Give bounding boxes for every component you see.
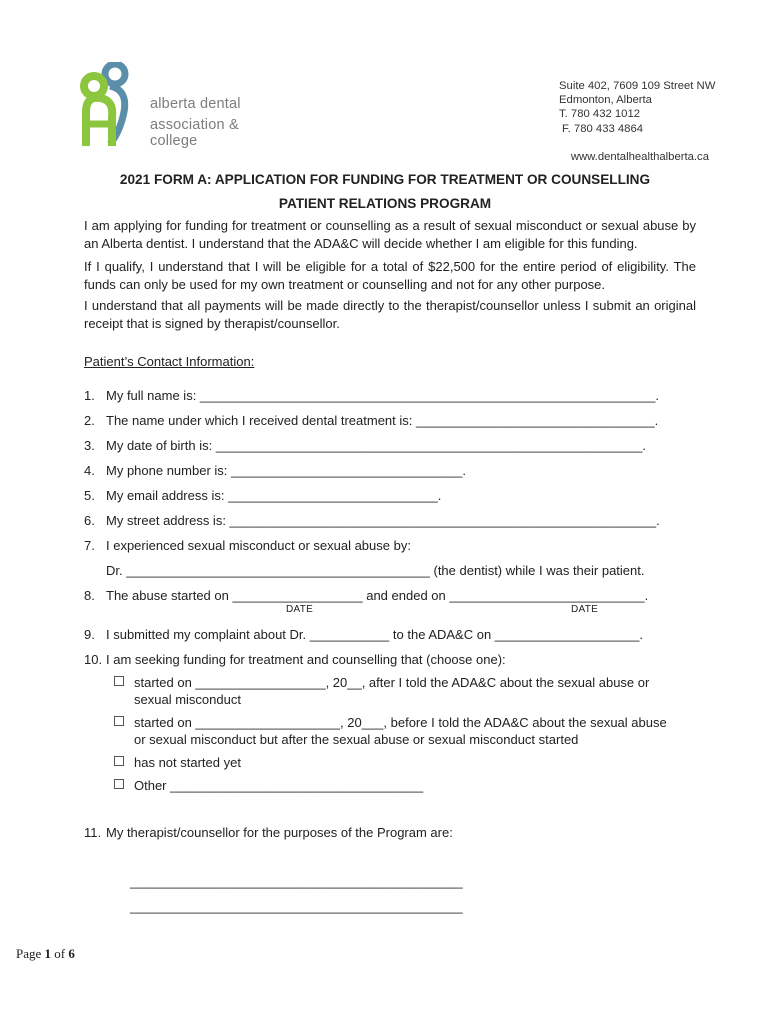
website-link[interactable]: www.dentalhealthalberta.ca (570, 151, 709, 163)
phone-field[interactable]: My phone number is: ________________________________. (106, 463, 466, 478)
item-number: 6. (84, 513, 95, 528)
treatment-name-field[interactable]: The name under which I received dental treatment is: _________________________________. (106, 413, 659, 428)
checkbox-icon[interactable] (114, 716, 124, 726)
item-number: 1. (84, 388, 95, 403)
page-current: 1 (44, 946, 52, 961)
funding-question-label: I am seeking funding for treatment and counselling that (choose one): (106, 652, 506, 667)
item-number: 11. (84, 825, 102, 840)
fax-number: F. 780 433 4864 (562, 122, 644, 135)
option-label: started on __________________, 20__, after I told the ADA&C about the sexual abuse or (134, 675, 650, 690)
logo-mark-icon (80, 62, 150, 148)
checkbox-icon[interactable] (114, 756, 124, 766)
address-line: Edmonton, Alberta (559, 94, 652, 107)
intro-paragraph-1: I am applying for funding for treatment or counselling as a result of sexual misconduct or sexual abuse by an Alberta dentist. I understand that the ADA&C will decide whether I am eligible for this funding. (84, 218, 696, 251)
form-subtitle: PATIENT RELATIONS PROGRAM (278, 196, 492, 211)
page-number (16, 946, 75, 962)
contact-address (559, 79, 715, 136)
section-heading: Patient’s Contact Information: (84, 354, 255, 369)
option-started-before[interactable] (114, 715, 667, 730)
complaint-field[interactable]: I submitted my complaint about Dr. ___________ to the ADA&C on ____________________. (106, 627, 643, 642)
email-field[interactable]: My email address is: _____________________________. (106, 488, 442, 503)
option-label-continued: or sexual misconduct but after the sexual abuse or sexual misconduct started (134, 732, 579, 747)
item-number: 5. (84, 488, 95, 503)
abuse-dates-field[interactable]: The abuse started on __________________ and ended on ___________________________. (106, 588, 649, 603)
option-label: has not started yet (134, 755, 241, 770)
address-line: Suite 402, 7609 109 Street NW (559, 80, 716, 92)
ada-c-logo (80, 62, 290, 148)
item-number: 3. (84, 438, 95, 453)
dentist-name-field[interactable]: Dr. __________________________________________ (the dentist) while I was their patient. (106, 563, 645, 578)
full-name-field[interactable]: My full name is: _______________________________________________________________. (106, 388, 660, 403)
date-of-birth-field[interactable]: My date of birth is: ___________________________________________________________. (106, 438, 647, 453)
option-label-continued: sexual misconduct (134, 692, 241, 707)
page-label: Page (16, 946, 42, 961)
therapist-blank-line[interactable]: ______________________________________________ (130, 874, 463, 889)
form-title: 2021 FORM A: APPLICATION FOR FUNDING FOR TREATMENT OR COUNSELLING (119, 172, 651, 187)
item-number: 10. (84, 652, 103, 667)
item-number: 9. (84, 627, 95, 642)
checkbox-icon[interactable] (114, 676, 124, 686)
item-number: 2. (84, 413, 95, 428)
intro-paragraph-2: If I qualify, I understand that I will be eligible for a total of $22,500 for the entire period of eligibility. The funds can only be used for my own treatment or counselling and not for any other purpose. (84, 259, 696, 292)
item-number: 7. (84, 538, 95, 553)
option-label: started on ____________________, 20___, before I told the ADA&C about the sexual abuse (134, 715, 667, 730)
option-started-after[interactable] (114, 675, 649, 690)
date-caption: DATE (286, 604, 314, 615)
option-not-started[interactable] (114, 755, 241, 770)
item-number: 4. (84, 463, 95, 478)
date-caption: DATE (571, 604, 599, 615)
option-other[interactable] (114, 778, 423, 793)
item-number: 8. (84, 588, 95, 603)
abuse-by-label: I experienced sexual misconduct or sexual abuse by: (106, 538, 411, 553)
therapist-label: My therapist/counsellor for the purposes of the Program are: (106, 825, 453, 840)
checkbox-icon[interactable] (114, 779, 124, 789)
phone-number: T. 780 432 1012 (559, 108, 641, 121)
intro-paragraph-3: I understand that all payments will be made directly to the therapist/counsellor unless I submit an original receipt that is signed by therapist/counsellor. (84, 298, 696, 331)
therapist-blank-line[interactable]: ______________________________________________ (130, 899, 463, 914)
street-address-field[interactable]: My street address is: ___________________________________________________________. (106, 513, 660, 528)
page-of-label: of (54, 946, 66, 961)
logo-text-line2: association & college (150, 117, 239, 149)
page-total: 6 (68, 946, 75, 961)
option-label: Other ___________________________________ (134, 778, 424, 793)
logo-text-line1: alberta dental (150, 96, 241, 112)
